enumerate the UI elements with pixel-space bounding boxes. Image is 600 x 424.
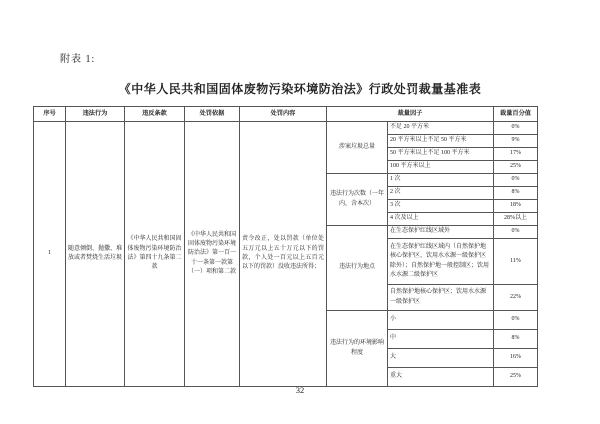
percent-cell: 16% [494, 349, 538, 368]
percent-cell: 25% [494, 368, 538, 387]
cell-serial-number: 1 [34, 122, 66, 387]
percent-cell: 0% [494, 174, 538, 187]
percent-cell: 28%以上 [494, 213, 538, 226]
percent-cell: 17% [494, 148, 538, 161]
table-container [33, 106, 537, 387]
factor-detail-cell: 3 次 [388, 200, 494, 213]
factor-group-cell: 违法行为次数（一年内，含本次） [327, 174, 388, 226]
header-factor: 裁量因子 [327, 107, 494, 122]
factor-detail-cell: 20 平方米以上不足 50 平方米 [388, 135, 494, 148]
factor-group-cell: 违法行为地点 [327, 226, 388, 311]
factor-detail-cell: 50 平方米以上不足 100 平方米 [388, 148, 494, 161]
cell-penalty-basis: 《中华人民共和国固体废物污染环境防治法》第一百一十一条第一款第（一）项和第二款 [185, 122, 240, 387]
factor-group-cell: 违法行为的环境影响程度 [327, 311, 388, 387]
penalty-benchmark-table [33, 106, 538, 387]
factor-detail-cell: 2 次 [388, 187, 494, 200]
factor-detail-cell: 在生态保护红线区域内（自然保护地核心保护区、饮用水水源一级保护区除外）；自然保护地一般控制区；饮用水水源二级保护区 [388, 239, 494, 285]
percent-cell: 25% [494, 161, 538, 174]
table-row [34, 122, 538, 135]
percent-cell: 8% [494, 330, 538, 349]
factor-detail-cell: 不足 20 平方米 [388, 122, 494, 135]
annex-label: 附表 1: [60, 54, 96, 65]
header-percent: 裁量百分值 [494, 107, 538, 122]
factor-detail-cell: 中 [388, 330, 494, 349]
factor-detail-cell: 在生态保护红线区域外 [388, 226, 494, 239]
factor-detail-cell: 100 平方米以上 [388, 161, 494, 174]
factor-detail-cell: 大 [388, 349, 494, 368]
header-row [34, 107, 538, 122]
header-serial: 序号 [34, 107, 66, 122]
page-title: 《中华人民共和国固体废物污染环境防治法》行政处罚裁量基准表 [118, 82, 482, 96]
factor-detail-cell: 小 [388, 311, 494, 330]
header-clause: 违反条款 [125, 107, 185, 122]
percent-cell: 11% [494, 239, 538, 285]
factor-detail-cell: 重大 [388, 368, 494, 387]
percent-cell: 18% [494, 200, 538, 213]
header-basis: 处罚依据 [185, 107, 240, 122]
cell-penalty-content: 责令改正，处以罚款（单位处五万元以上五十万元以下的罚款，个人处一百元以上五百元以下的罚款）没收违法所得； [240, 122, 327, 387]
percent-cell: 0% [494, 226, 538, 239]
page-number: 32 [295, 385, 305, 395]
factor-detail-cell: 4 次及以上 [388, 213, 494, 226]
factor-detail-cell: 自然保护地核心保护区；饮用水水源一级保护区 [388, 285, 494, 311]
percent-cell: 8% [494, 187, 538, 200]
percent-cell: 22% [494, 285, 538, 311]
percent-cell: 0% [494, 122, 538, 135]
cell-violation-behavior: 随意倾倒、抛撒、堆放或者焚烧生活垃圾 [66, 122, 125, 387]
factor-group-cell: 涉案垃圾总量 [327, 122, 388, 174]
header-penalty: 处罚内容 [240, 107, 327, 122]
percent-cell: 9% [494, 135, 538, 148]
percent-cell: 0% [494, 311, 538, 330]
cell-violated-clause: 《中华人民共和国固体废物污染环境防治法》第四十九条第二款 [125, 122, 185, 387]
header-behavior: 违法行为 [66, 107, 125, 122]
factor-detail-cell: 1 次 [388, 174, 494, 187]
